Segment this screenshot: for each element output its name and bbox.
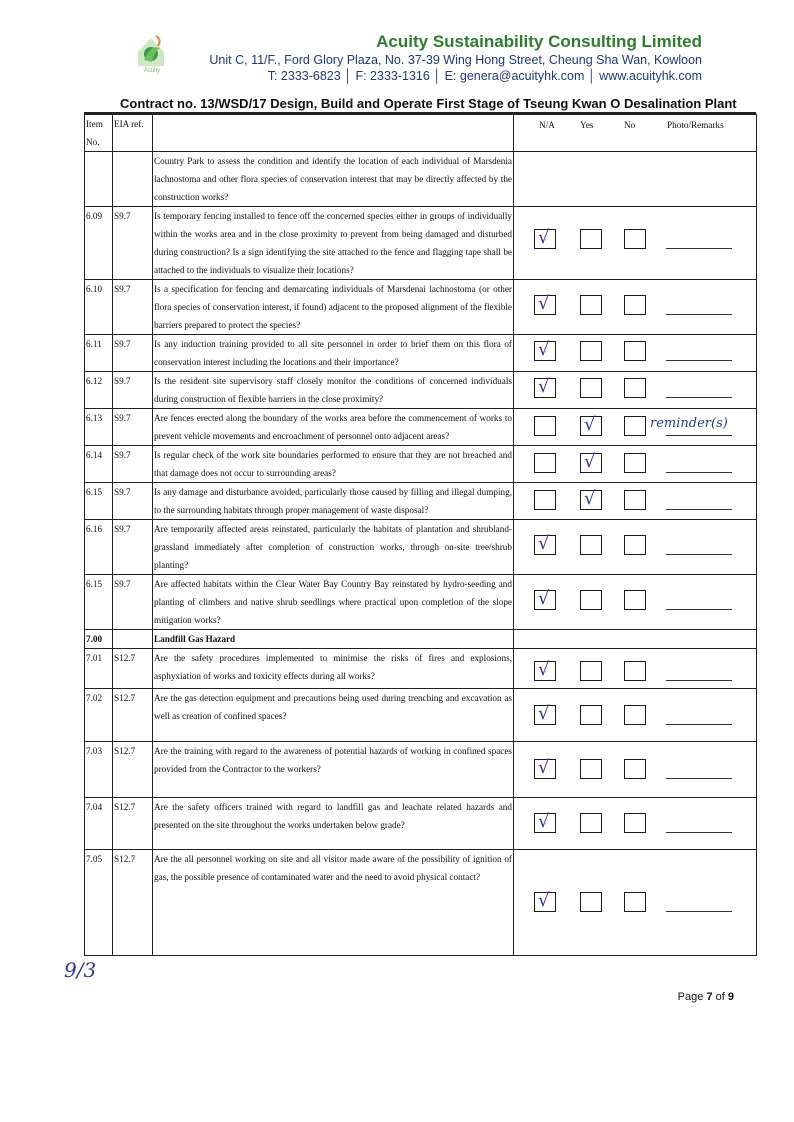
remarks-line xyxy=(666,609,732,610)
eia-ref: S9.7 xyxy=(113,280,153,335)
na-checkbox[interactable] xyxy=(534,295,556,315)
remarks-line xyxy=(666,911,732,912)
answer-cell xyxy=(514,742,757,798)
item-number: 6.14 xyxy=(85,446,113,483)
yes-checkbox[interactable] xyxy=(580,295,602,315)
eia-ref: S9.7 xyxy=(113,520,153,575)
answer-cell xyxy=(514,335,757,372)
na-checkbox[interactable] xyxy=(534,535,556,555)
checklist-question: Is any damage and disturbance avoided, particularly those caused by filling and illegal dumping, to the surrounding habitats through proper management of waste disposal? xyxy=(153,483,514,520)
answer-cell xyxy=(514,207,757,280)
table-row xyxy=(85,409,757,446)
remarks-line xyxy=(666,554,732,555)
no-checkbox[interactable] xyxy=(624,759,646,779)
table-header-row xyxy=(85,115,757,152)
no-checkbox[interactable] xyxy=(624,229,646,249)
no-checkbox[interactable] xyxy=(624,295,646,315)
checklist-question: Country Park to assess the condition and identify the location of each individual of Marsdenia lachnostoma and other flora species of conservation interest that may be directly affected by the construction works? xyxy=(153,152,514,207)
yes-checkbox[interactable] xyxy=(580,490,602,510)
company-address: Unit C, 11/F., Ford Glory Plaza, No. 37-39 Wing Hong Street, Cheung Sha Wan, Kowloon xyxy=(209,53,702,67)
check-mark-icon: √ xyxy=(538,293,550,314)
yes-checkbox[interactable] xyxy=(580,229,602,249)
table-row xyxy=(85,372,757,409)
check-mark-icon: √ xyxy=(538,588,550,609)
eia-ref: S9.7 xyxy=(113,372,153,409)
table-row xyxy=(85,483,757,520)
checklist-question: Are temporarily affected areas reinstated, particularly the habitats of plantation and shrubland-grassland immediately after completion of construction works, through on-site tree/shrub planting? xyxy=(153,520,514,575)
item-number: 6.12 xyxy=(85,372,113,409)
check-mark-icon: √ xyxy=(538,227,550,248)
answer-cell xyxy=(514,850,757,956)
item-header: Item No. xyxy=(85,115,113,152)
remarks-line xyxy=(666,397,732,398)
checklist-question: Are affected habitats within the Clear Water Bay Country Bay reinstated by hydro-seeding and planting of climbers and native shrub seedlings where practical upon completion of the slope mitigation works? xyxy=(153,575,514,630)
check-mark-icon: √ xyxy=(538,890,550,911)
check-mark-icon: √ xyxy=(538,659,550,680)
no-checkbox[interactable] xyxy=(624,590,646,610)
check-mark-icon: √ xyxy=(584,488,596,509)
eia-ref: S12.7 xyxy=(113,649,153,689)
check-mark-icon: √ xyxy=(538,339,550,360)
no-header: No xyxy=(624,120,636,130)
no-checkbox[interactable] xyxy=(624,705,646,725)
na-checkbox[interactable] xyxy=(534,341,556,361)
remarks-line xyxy=(666,832,732,833)
answer-cell xyxy=(514,152,757,207)
checklist-question: Are fences erected along the boundary of the works area before the commencement of works to prevent vehicle movements and encroachment of personnel onto adjacent areas? xyxy=(153,409,514,446)
check-mark-icon: √ xyxy=(538,376,550,397)
na-checkbox[interactable] xyxy=(534,229,556,249)
answer-cell xyxy=(514,689,757,742)
handwritten-signature: 9/3 xyxy=(64,958,97,982)
table-row xyxy=(85,280,757,335)
item-number: 7.04 xyxy=(85,798,113,850)
yes-checkbox[interactable] xyxy=(580,892,602,912)
eia-ref: S12.7 xyxy=(113,689,153,742)
checklist-question: Are the safety officers trained with regard to landfill gas and leachate related hazards and presented on the site throughout the works undertaken below grade? xyxy=(153,798,514,850)
no-checkbox[interactable] xyxy=(624,378,646,398)
na-checkbox[interactable] xyxy=(534,705,556,725)
remarks-line xyxy=(666,724,732,725)
no-checkbox[interactable] xyxy=(624,813,646,833)
na-checkbox[interactable] xyxy=(534,759,556,779)
yes-header: Yes xyxy=(580,120,594,130)
answer-cell xyxy=(514,280,757,335)
eia-ref: S9.7 xyxy=(113,335,153,372)
answer-cell xyxy=(514,798,757,850)
yes-checkbox[interactable] xyxy=(580,590,602,610)
na-checkbox[interactable] xyxy=(534,661,556,681)
table-row xyxy=(85,798,757,850)
na-checkbox[interactable] xyxy=(534,892,556,912)
yes-checkbox[interactable] xyxy=(580,341,602,361)
eia-ref: S9.7 xyxy=(113,575,153,630)
table-row xyxy=(85,575,757,630)
checklist-question: Is the resident site supervisory staff closely monitor the conditions of concerned individuals during construction of flexible barriers in the close proximity? xyxy=(153,372,514,409)
checklist-question: Are the gas detection equipment and precautions being used during trenching and excavation as well as creation of confined spaces? xyxy=(153,689,514,742)
answer-cell xyxy=(514,409,757,446)
section-title: Landfill Gas Hazard xyxy=(153,630,514,649)
item-number: 7.02 xyxy=(85,689,113,742)
table-row xyxy=(85,446,757,483)
check-mark-icon: √ xyxy=(538,703,550,724)
na-checkbox[interactable] xyxy=(534,813,556,833)
answer-cell xyxy=(514,649,757,689)
answer-cell xyxy=(514,630,757,649)
checklist-question: Is temporary fencing installed to fence off the concerned species either in groups of individually within the works area and in the close proximity to prevent from being damaged and disturbed during construction? Is a sign identifying the site attached to the fence and flagging tape shall be attached to the individuals to visualize their locations? xyxy=(153,207,514,280)
na-checkbox[interactable] xyxy=(534,453,556,473)
checklist-table xyxy=(84,114,757,956)
no-checkbox[interactable] xyxy=(624,490,646,510)
eia-ref xyxy=(113,630,153,649)
remarks-line xyxy=(666,680,732,681)
remarks-line xyxy=(666,778,732,779)
remarks-line xyxy=(666,248,732,249)
table-row xyxy=(85,152,757,207)
table-row xyxy=(85,850,757,956)
check-mark-icon: √ xyxy=(538,757,550,778)
answer-cell xyxy=(514,483,757,520)
table-row xyxy=(85,689,757,742)
no-checkbox[interactable] xyxy=(624,535,646,555)
checklist-question: Are the training with regard to the awareness of potential hazards of working in confined spaces provided from the Contractor to the workers? xyxy=(153,742,514,798)
checklist-question: Is regular check of the work site boundaries performed to ensure that they are not breached and that damage does not occur to surrounding areas? xyxy=(153,446,514,483)
remarks-line xyxy=(666,509,732,510)
checklist-question: Are the safety procedures implemented to minimise the risks of fires and explosions, asphyxiation of works and toxicity effects during all works? xyxy=(153,649,514,689)
no-checkbox[interactable] xyxy=(624,453,646,473)
item-number: 7.00 xyxy=(85,630,113,649)
remarks-line xyxy=(666,435,732,436)
eia-ref: S9.7 xyxy=(113,483,153,520)
answer-cell xyxy=(514,575,757,630)
answer-cell xyxy=(514,446,757,483)
item-number: 6.16 xyxy=(85,520,113,575)
answer-header xyxy=(514,115,757,152)
check-mark-icon: √ xyxy=(584,414,596,435)
item-number: 6.09 xyxy=(85,207,113,280)
yes-checkbox[interactable] xyxy=(580,378,602,398)
eia-ref: S12.7 xyxy=(113,850,153,956)
contract-title: Contract no. 13/WSD/17 Design, Build and Operate First Stage of Tseung Kwan O Desalination Plant xyxy=(120,96,737,111)
na-checkbox[interactable] xyxy=(534,590,556,610)
eia-ref: S9.7 xyxy=(113,446,153,483)
table-row xyxy=(85,520,757,575)
table-row xyxy=(85,742,757,798)
remarks-line xyxy=(666,314,732,315)
eia-ref: S12.7 xyxy=(113,798,153,850)
table-row xyxy=(85,207,757,280)
no-checkbox[interactable] xyxy=(624,416,646,436)
na-checkbox[interactable] xyxy=(534,490,556,510)
company-contact: T: 2333-6823 │ F: 2333-1316 │ E: genera@acuityhk.com │ www.acuityhk.com xyxy=(267,69,702,83)
eia-ref xyxy=(113,152,153,207)
item-number: 7.05 xyxy=(85,850,113,956)
company-name: Acuity Sustainability Consulting Limited xyxy=(376,32,702,51)
na-checkbox[interactable] xyxy=(534,378,556,398)
check-mark-icon: √ xyxy=(538,811,550,832)
item-number: 6.15 xyxy=(85,575,113,630)
remarks-header: Photo/Remarks xyxy=(667,120,724,130)
checklist-question: Are the all personnel working on site and all visitor made aware of the possibility of ignition of gas, the possible presence of contaminated water and the need to avoid physical contact? xyxy=(153,850,514,956)
yes-checkbox[interactable] xyxy=(580,759,602,779)
yes-checkbox[interactable] xyxy=(580,453,602,473)
question-header xyxy=(153,115,514,152)
yes-checkbox[interactable] xyxy=(580,705,602,725)
item-number: 6.15 xyxy=(85,483,113,520)
logo-caption: Acuity xyxy=(143,68,161,74)
check-mark-icon: √ xyxy=(584,451,596,472)
item-number xyxy=(85,152,113,207)
yes-checkbox[interactable] xyxy=(580,416,602,436)
handwritten-remark: reminder(s) xyxy=(650,416,728,431)
table-row xyxy=(85,649,757,689)
no-checkbox[interactable] xyxy=(624,892,646,912)
yes-checkbox[interactable] xyxy=(580,661,602,681)
checklist-question: Is a specification for fencing and demarcating individuals of Marsdenai lachnostoma (or other flora species of conservation interest, if found) adjacent to the proposed alignment of the flexible barriers prepared to protect the species? xyxy=(153,280,514,335)
item-number: 6.13 xyxy=(85,409,113,446)
check-mark-icon: √ xyxy=(538,533,550,554)
na-header: N/A xyxy=(539,120,555,130)
eia-ref: S12.7 xyxy=(113,742,153,798)
no-checkbox[interactable] xyxy=(624,341,646,361)
page-number: Page 7 of 9 xyxy=(677,991,734,1003)
na-checkbox[interactable] xyxy=(534,416,556,436)
eia-ref: S9.7 xyxy=(113,409,153,446)
item-number: 7.01 xyxy=(85,649,113,689)
answer-cell xyxy=(514,520,757,575)
yes-checkbox[interactable] xyxy=(580,813,602,833)
item-number: 7.03 xyxy=(85,742,113,798)
yes-checkbox[interactable] xyxy=(580,535,602,555)
no-checkbox[interactable] xyxy=(624,661,646,681)
eia-ref: S9.7 xyxy=(113,207,153,280)
answer-cell xyxy=(514,372,757,409)
remarks-line xyxy=(666,472,732,473)
remarks-line xyxy=(666,360,732,361)
table-row xyxy=(85,630,757,649)
checklist-question: Is any induction training provided to all site personnel in order to brief them on this flora of conservation interest including the locations and their importance? xyxy=(153,335,514,372)
eia-header: EIA ref. xyxy=(113,115,153,152)
item-number: 6.11 xyxy=(85,335,113,372)
item-number: 6.10 xyxy=(85,280,113,335)
table-row xyxy=(85,335,757,372)
